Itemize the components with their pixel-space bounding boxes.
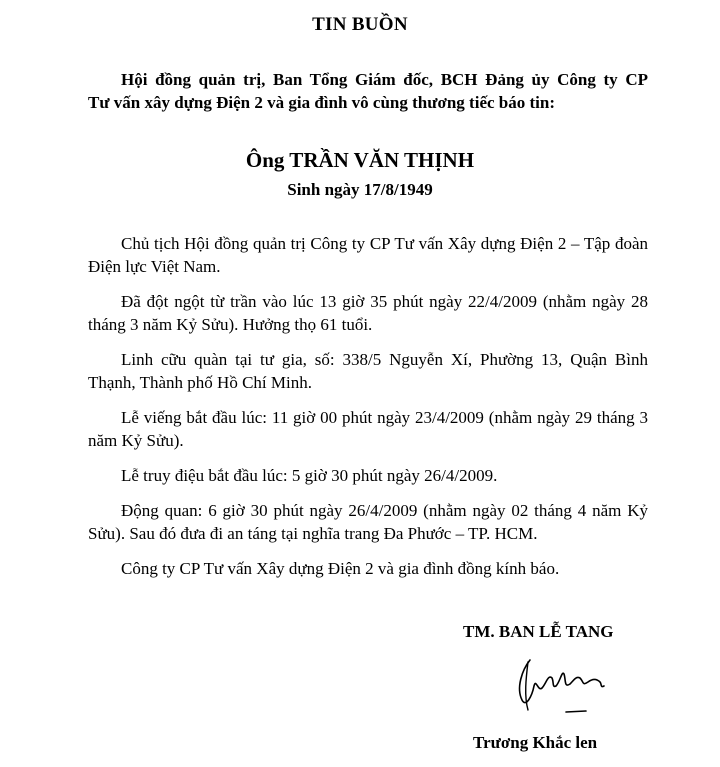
paragraph-death: Đã đột ngột từ trần vào lúc 13 giờ 35 phút ngày 22/4/2009 (nhằm ngày 28 tháng 3 năm Kỷ Sửu). Hưởng thọ 61 tuổi. <box>88 292 648 334</box>
intro-announcement <box>88 68 648 114</box>
paragraph-coffin-location: Linh cữu quàn tại tư gia, số: 338/5 Nguyễn Xí, Phường 13, Quận Bình Thạnh, Thành phố Hồ Chí Minh. <box>88 350 648 392</box>
handwritten-signature <box>508 648 618 716</box>
paragraph-burial: Động quan: 6 giờ 30 phút ngày 26/4/2009 (nhằm ngày 02 tháng 4 năm Kỷ Sửu). Sau đó đưa đi an táng tại nghĩa trang Đa Phước – TP. HCM. <box>88 501 648 543</box>
deceased-birth-date: Sinh ngày 17/8/1949 <box>287 180 433 199</box>
paragraph-memorial: Lễ truy điệu bắt đầu lúc: 5 giờ 30 phút ngày 26/4/2009. <box>121 466 498 485</box>
paragraph-closing: Công ty CP Tư vấn Xây dựng Điện 2 và gia đình đồng kính báo. <box>121 559 560 578</box>
paragraph-position: Chủ tịch Hội đồng quản trị Công ty CP Tư vấn Xây dựng Điện 2 – Tập đoàn Điện lực Việt Nam. <box>88 234 648 276</box>
intro-line-2: Tư vấn xây dựng Điện 2 và gia đình vô cùng thương tiếc báo tin: <box>88 93 555 112</box>
signer-name: Trương Khắc len <box>473 733 598 752</box>
document-title: TIN BUỒN <box>312 14 408 35</box>
deceased-name: Ông TRẦN VĂN THỊNH <box>245 148 475 172</box>
obituary-body <box>88 232 648 592</box>
signature-title: TM. BAN LỄ TANG <box>463 622 614 641</box>
paragraph-visitation: Lễ viếng bắt đầu lúc: 11 giờ 00 phút ngày 23/4/2009 (nhằm ngày 29 tháng 3 năm Kỷ Sửu). <box>88 408 648 450</box>
intro-line-1: Hội đồng quản trị, Ban Tổng Giám đốc, BCH Đảng ủy Công ty CP <box>121 70 648 89</box>
